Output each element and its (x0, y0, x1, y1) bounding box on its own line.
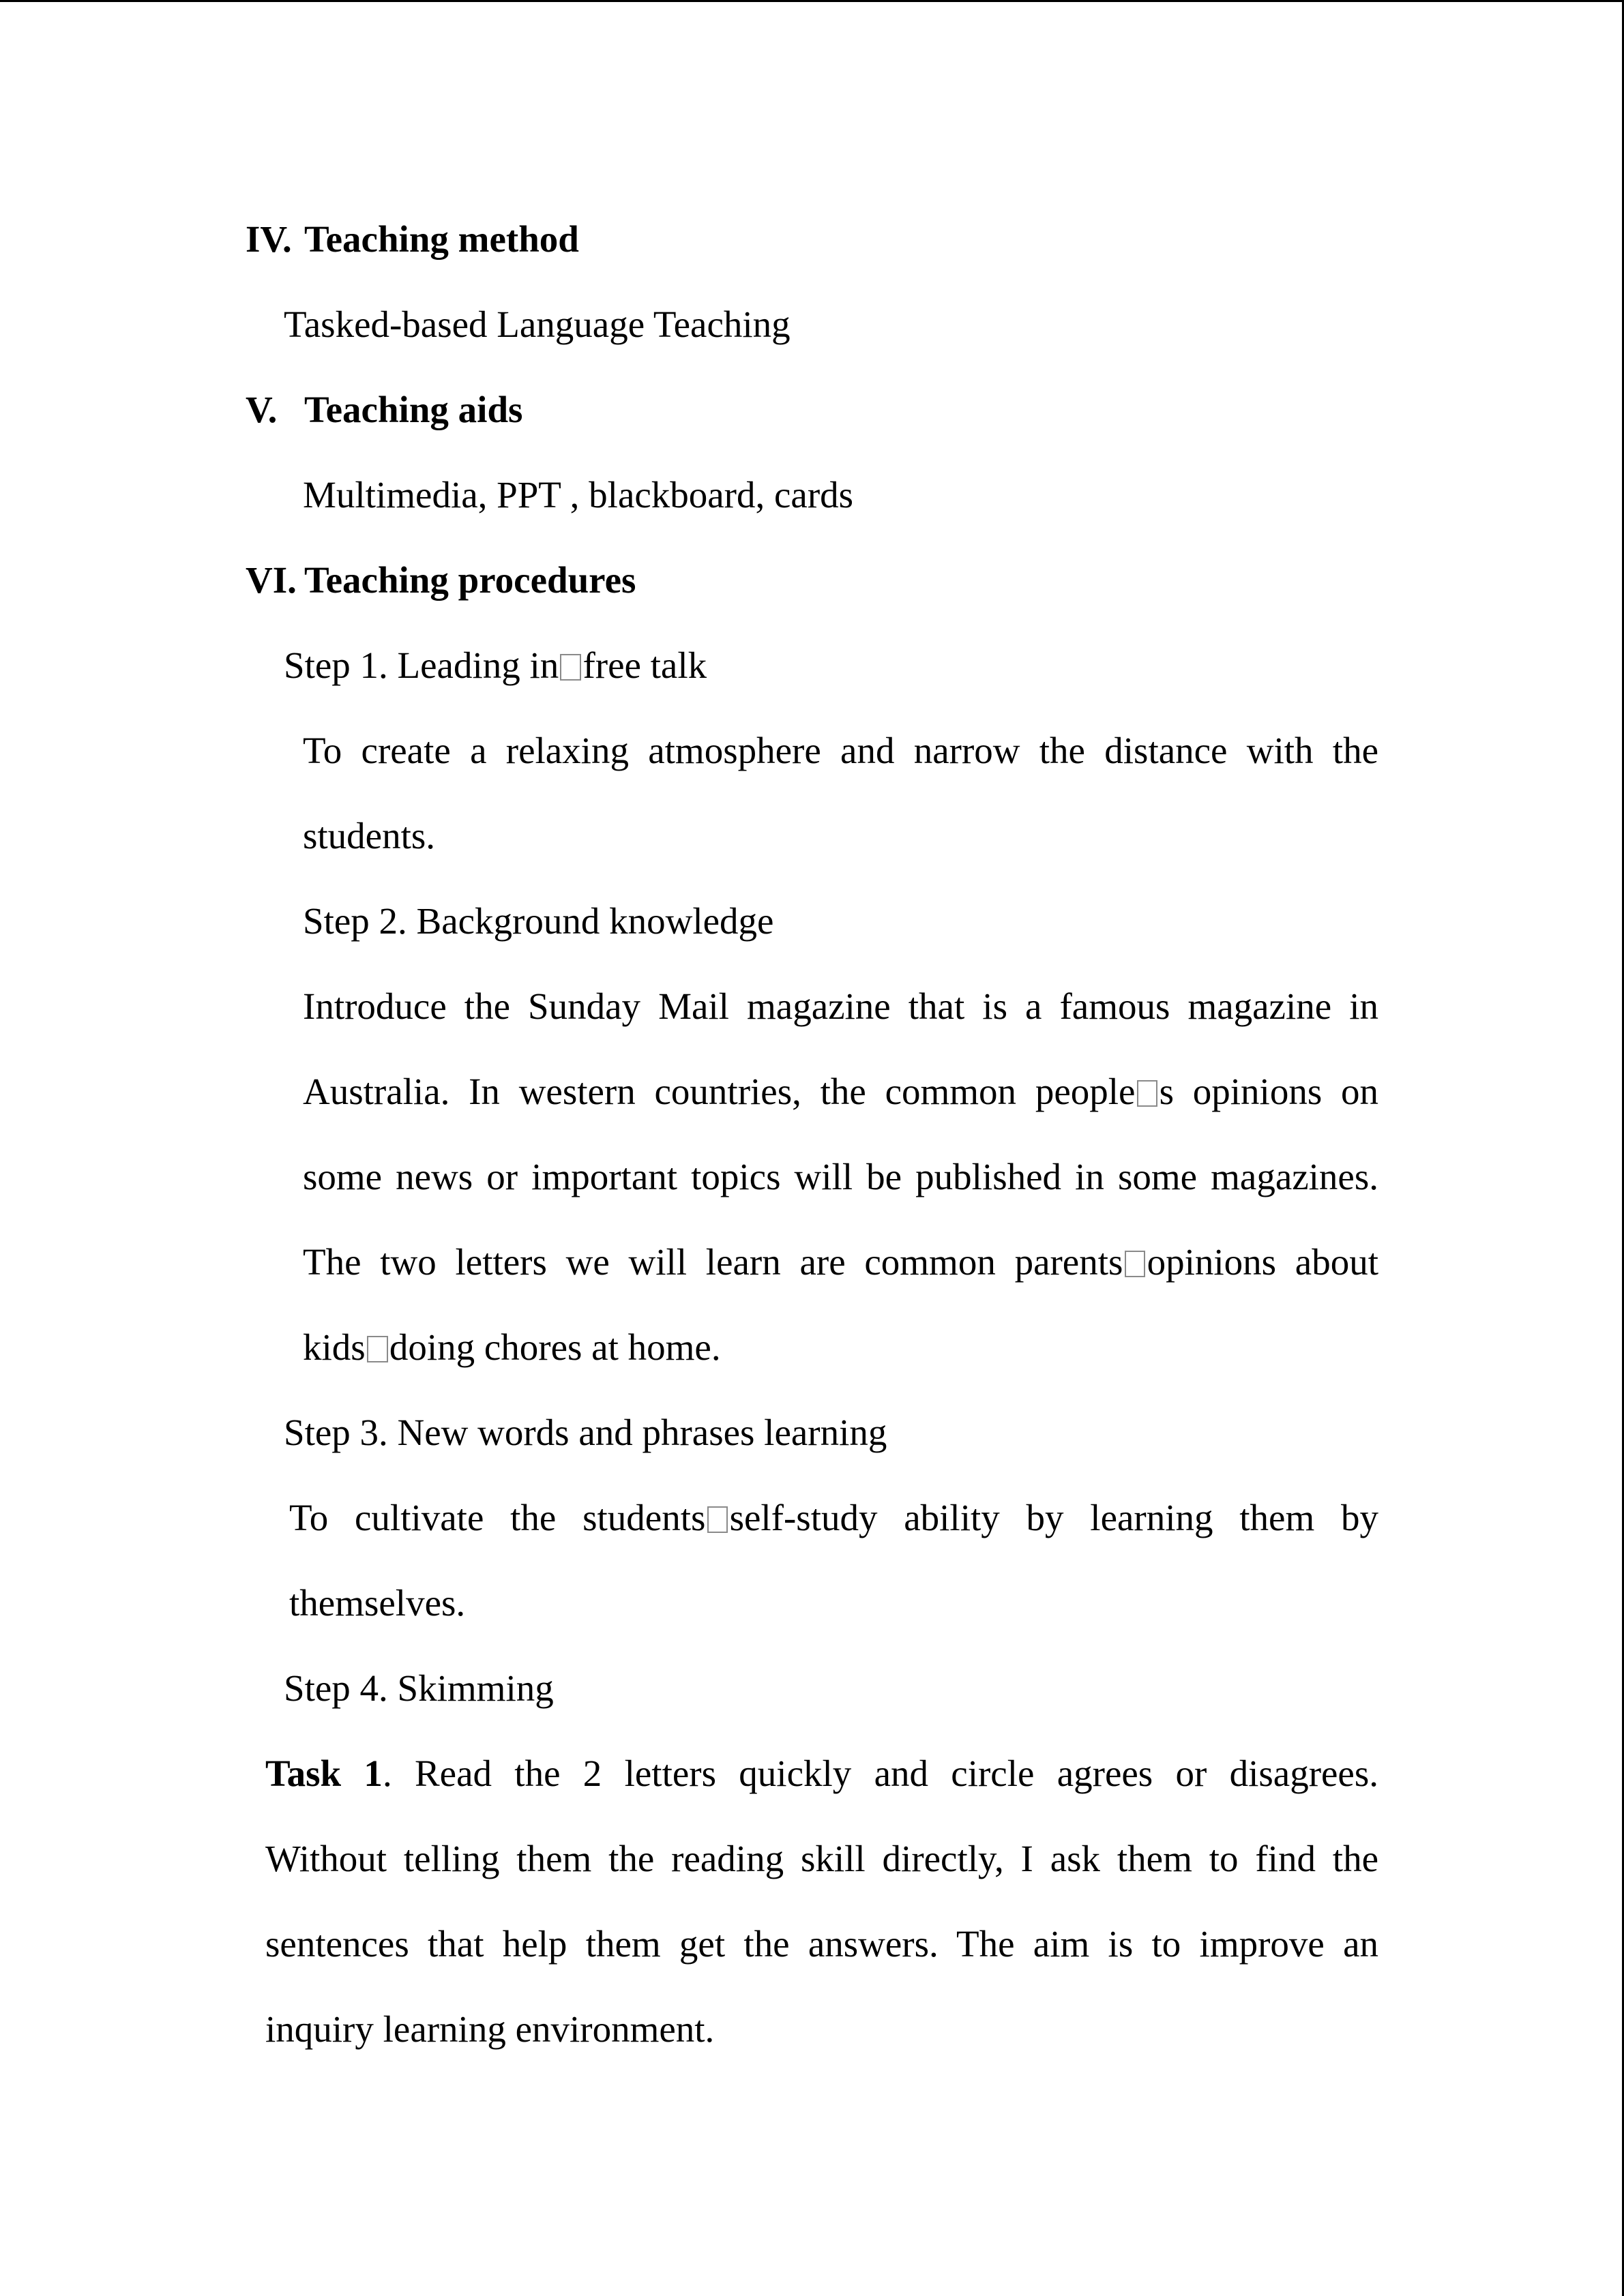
section-number: VI. (246, 559, 297, 601)
step3-title: Step 3. New words and phrases learning (284, 1412, 887, 1453)
section-number: IV. (246, 218, 292, 260)
step2-text-line-2 (303, 1069, 1378, 1114)
step4-line1-rest: . Read the 2 letters quickly and circle agrees or disagrees. (382, 1753, 1378, 1794)
step1-title (284, 643, 707, 688)
task-label: Task 1 (265, 1753, 383, 1794)
heading-teaching-method (246, 217, 579, 262)
step4-text-line-2: Without telling them the reading skill directly, I ask them to find the (265, 1838, 1378, 1879)
step1-text-line-1: To create a relaxing atmosphere and narrow the distance with the (303, 730, 1378, 771)
step2-text-line-1: Introduce the Sunday Mail magazine that is a famous magazine in (303, 985, 1378, 1027)
section-number: V. (246, 389, 278, 430)
step2-line5-part-a: kids (303, 1326, 366, 1368)
step1-title-part-b: free talk (582, 644, 707, 686)
missing-glyph-box (560, 654, 581, 681)
step4-text-line-4: inquiry learning environment. (265, 2008, 715, 2050)
missing-glyph-box (1125, 1251, 1146, 1278)
step3-line1-part-a: To cultivate the students (289, 1497, 706, 1538)
step4-text-line-1 (265, 1751, 1378, 1796)
section-title: Teaching method (304, 218, 579, 260)
section-title: Teaching aids (304, 389, 523, 430)
step2-text-line-3: some news or important topics will be published in some magazines. (303, 1156, 1378, 1197)
heading-teaching-aids (246, 387, 522, 432)
step2-line4-part-b: opinions about (1147, 1241, 1378, 1283)
heading-teaching-procedures (246, 558, 636, 603)
step3-line1-part-b: self-study ability by learning them by (729, 1497, 1379, 1538)
step2-title: Step 2. Background knowledge (303, 900, 774, 942)
missing-glyph-box (707, 1506, 728, 1534)
step3-text-line-1 (289, 1495, 1378, 1540)
missing-glyph-box (1137, 1080, 1158, 1107)
step2-line2-part-a: Australia. In western countries, the common people (303, 1071, 1136, 1112)
step3-text-line-2: themselves. (289, 1582, 466, 1624)
step2-line5-part-b: doing chores at home. (389, 1326, 721, 1368)
step2-text-line-5 (303, 1325, 721, 1370)
section-title: Teaching procedures (304, 559, 636, 601)
step2-line2-part-b: s opinions on (1159, 1071, 1378, 1112)
missing-glyph-box (367, 1336, 388, 1363)
teaching-aids-content: Multimedia, PPT , blackboard, cards (303, 474, 854, 516)
step1-text-line-2: students. (303, 815, 436, 856)
teaching-method-content: Tasked-based Language Teaching (284, 303, 791, 345)
page-border-top (0, 0, 1624, 2)
step4-title: Step 4. Skimming (284, 1667, 554, 1709)
step4-text-line-3: sentences that help them get the answers. The aim is to improve an (265, 1923, 1378, 1965)
step2-line4-part-a: The two letters we will learn are common parents (303, 1241, 1123, 1283)
step1-title-part-a: Step 1. Leading in (284, 644, 559, 686)
step2-text-line-4 (303, 1240, 1378, 1285)
